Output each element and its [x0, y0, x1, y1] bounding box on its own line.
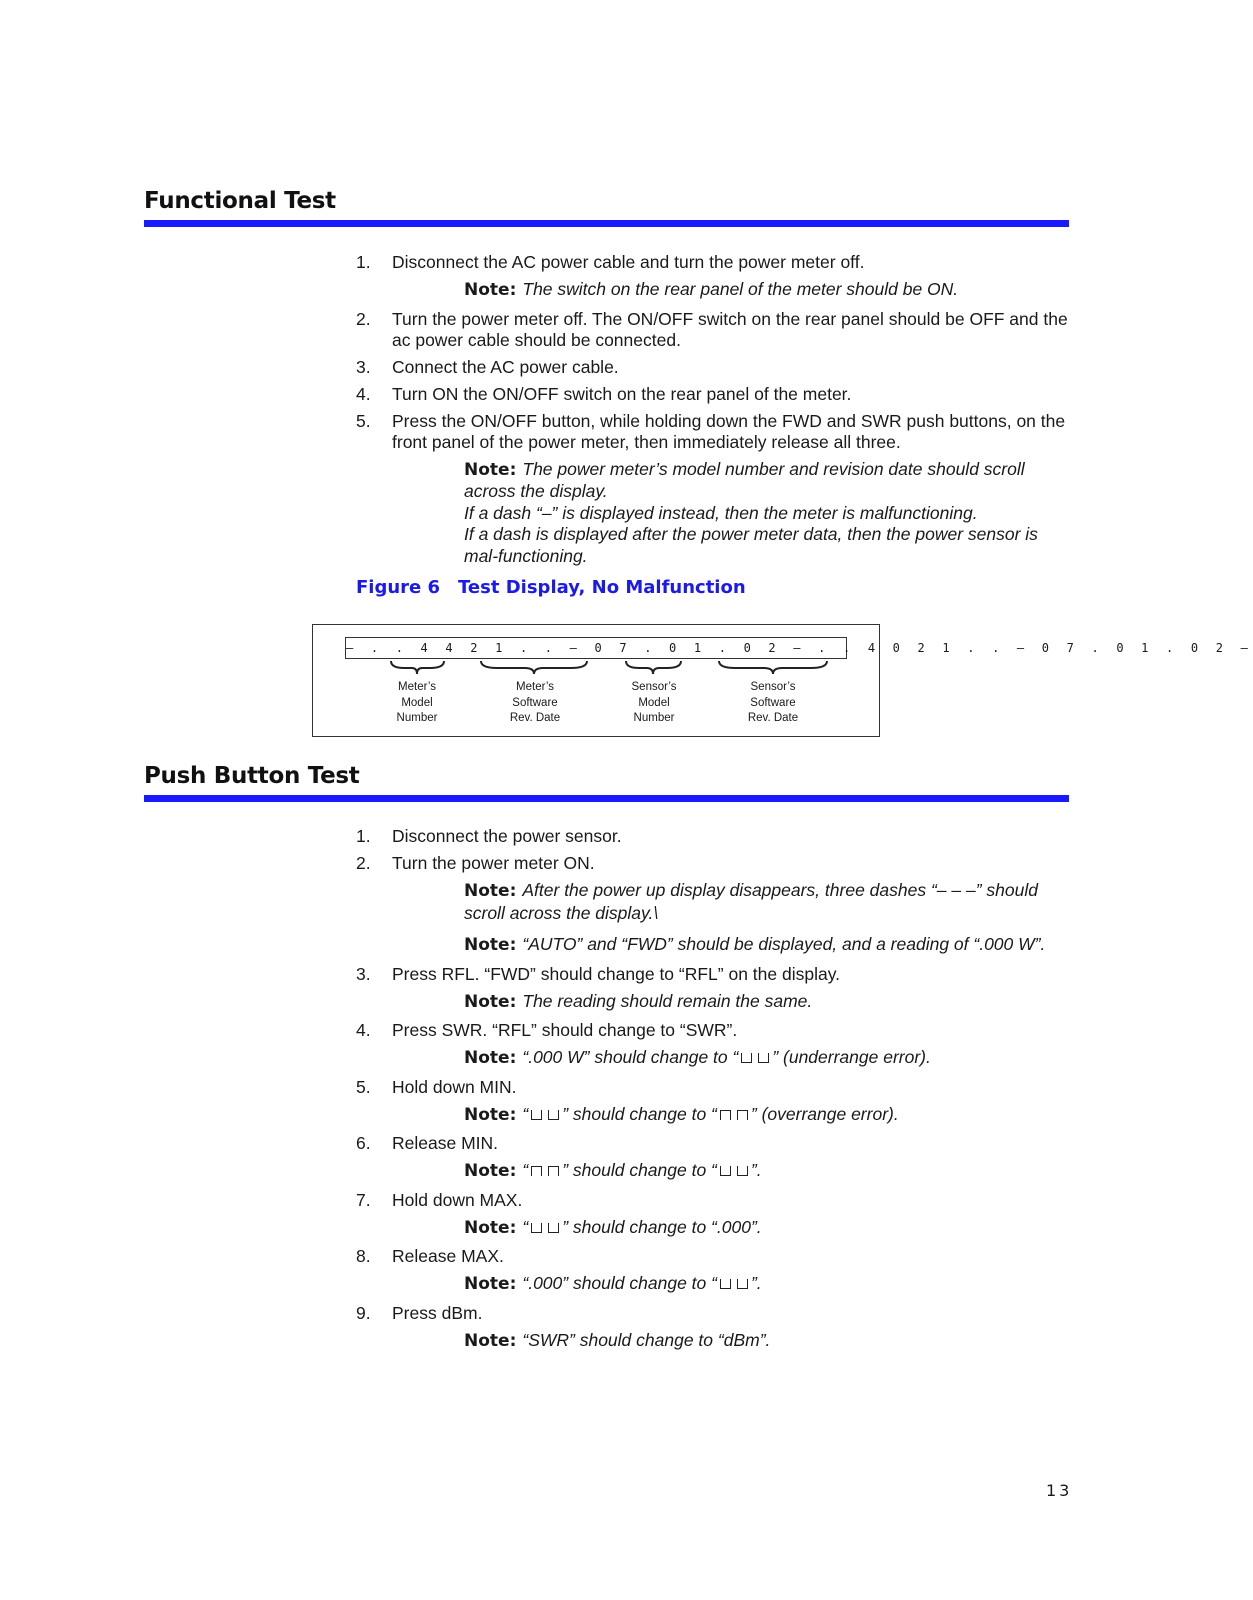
list-item	[356, 309, 1071, 351]
step-number: 8.	[356, 1246, 371, 1266]
note-label: Note:	[464, 991, 517, 1012]
brace-icon	[719, 661, 827, 674]
underrange-segment-icon	[531, 1110, 542, 1120]
figure-label-meter-model: Meter’s Model Number	[396, 681, 438, 724]
note-label: Note:	[464, 1274, 517, 1294]
step-text: Press dBm.	[392, 1302, 483, 1323]
note-text: The reading should remain the same.	[522, 990, 813, 1011]
figure-title: Test Display, No Malfunction	[458, 577, 746, 598]
step-number: 3.	[356, 356, 371, 377]
note: Note: “.000” should change to “ ”.	[464, 1273, 762, 1294]
test-display-figure	[312, 624, 1253, 737]
note	[464, 880, 1071, 924]
step-text: Press RFL. “FWD” should change to “RFL” on the display.	[392, 963, 841, 984]
overrange-segment-icon	[720, 1110, 731, 1120]
note-label: Note:	[464, 280, 517, 300]
figure-number: Figure 6	[356, 577, 441, 598]
underrange-segment-icon	[548, 1110, 559, 1120]
list-item	[356, 1133, 1071, 1154]
step-text: Hold down MAX.	[392, 1189, 523, 1210]
note-text: “AUTO” and “FWD” should be displayed, and a reading of “.000 W”.	[522, 934, 1046, 954]
step-text: Disconnect the AC power cable and turn the power meter off.	[392, 252, 865, 272]
step-number: 5.	[356, 410, 371, 431]
note-text: After the power up display disappears, three dashes “– – –” should scroll across the display.\	[464, 880, 1038, 923]
underrange-segment-icon	[737, 1279, 748, 1289]
figure-label-sensor-software: Sensor’s Software Rev. Date	[747, 681, 799, 724]
section-rule	[144, 795, 1069, 802]
note	[464, 934, 1071, 957]
page-number: 13	[1046, 1481, 1073, 1500]
step-number: 6.	[356, 1133, 371, 1153]
section-title-push-button-test: Push Button Test	[144, 763, 360, 789]
display-readout: – . . 4 4 2 1 . . – 0 7 . 0 1 . 0 2 – . . 4 0 2 1 . . – 0 7 . 0 1 . 0 2 –	[345, 637, 847, 659]
underrange-segment-icon	[737, 1166, 748, 1176]
underrange-segment-icon	[548, 1223, 559, 1233]
section-rule	[144, 220, 1069, 227]
underrange-segment-icon	[531, 1223, 542, 1233]
note-label: Note:	[464, 1104, 517, 1125]
figure-caption	[356, 577, 1071, 598]
note-label: Note:	[464, 1330, 517, 1351]
step-text: Release MAX.	[392, 1246, 504, 1266]
brace-icon	[626, 661, 681, 674]
underrange-segment-icon	[720, 1166, 731, 1176]
list-item	[356, 1303, 1071, 1324]
note-label: Note:	[464, 1048, 517, 1068]
step-text: Release MIN.	[392, 1133, 499, 1153]
list-item	[356, 384, 1071, 405]
note: Note: “.000 W” should change to “ ” (underrange error).	[464, 1047, 931, 1068]
note: Note: “ ” should change to “ ”.	[464, 1160, 762, 1181]
underrange-segment-icon	[741, 1053, 752, 1063]
note-label: Note:	[464, 459, 517, 480]
overrange-segment-icon	[737, 1110, 748, 1120]
list-item	[356, 1190, 1071, 1211]
step-number: 3.	[356, 963, 371, 984]
figure-label-sensor-model: Sensor’s Model Number	[631, 681, 677, 724]
overrange-segment-icon	[531, 1166, 542, 1176]
list-item	[356, 1020, 1071, 1041]
note	[464, 459, 1071, 568]
note-label: Note:	[464, 881, 517, 901]
brace-icon	[391, 661, 444, 674]
step-text: Turn the power meter ON.	[392, 853, 595, 873]
step-text: Disconnect the power sensor.	[392, 826, 622, 846]
note-label: Note:	[464, 935, 517, 955]
note-label: Note:	[464, 1161, 517, 1181]
note	[464, 279, 1071, 302]
step-number: 7.	[356, 1189, 371, 1210]
step-number: 9.	[356, 1302, 371, 1323]
brace-icon	[481, 661, 587, 674]
note-text: If a dash is displayed after the power meter data, then the power sensor is mal-functioning.	[464, 524, 1038, 566]
note: Note: “ ” should change to “ ” (overrange error).	[464, 1103, 899, 1125]
overrange-segment-icon	[548, 1166, 559, 1176]
functional-test-steps	[356, 252, 1071, 598]
step-text: Connect the AC power cable.	[392, 356, 619, 377]
note-text: If a dash “–” is displayed instead, then the meter is malfunctioning.	[464, 502, 978, 523]
note-text: The power meter’s model number and revision date should scroll across the display.	[464, 458, 1025, 501]
step-number: 4.	[356, 383, 371, 404]
note	[464, 991, 1071, 1014]
list-item	[356, 357, 1071, 378]
step-text: Hold down MIN.	[392, 1076, 517, 1097]
step-number: 2.	[356, 308, 371, 329]
brace-group	[313, 659, 879, 681]
list-item	[356, 1077, 1071, 1098]
step-text: Press SWR. “RFL” should change to “SWR”.	[392, 1020, 738, 1040]
step-text: Turn ON the ON/OFF switch on the rear panel of the meter.	[392, 383, 852, 404]
underrange-segment-icon	[720, 1279, 731, 1289]
list-item	[356, 411, 1071, 453]
step-number: 5.	[356, 1076, 371, 1097]
list-item	[356, 853, 1071, 874]
step-text: Turn the power meter off. The ON/OFF switch on the rear panel should be OFF and the ac power cable should be connected.	[392, 308, 1068, 350]
step-number: 4.	[356, 1020, 371, 1040]
underrange-segment-icon	[758, 1053, 769, 1063]
note-text: The switch on the rear panel of the meter should be ON.	[522, 279, 959, 299]
list-item	[356, 826, 1071, 847]
list-item	[356, 252, 1071, 273]
list-item	[356, 1246, 1071, 1267]
list-item	[356, 964, 1071, 985]
step-number: 2.	[356, 853, 371, 873]
note	[464, 1330, 1071, 1353]
note-label: Note:	[464, 1217, 517, 1238]
step-number: 1.	[356, 826, 371, 846]
note: Note: “ ” should change to “.000”.	[464, 1216, 762, 1238]
step-text: Press the ON/OFF button, while holding down the FWD and SWR push buttons, on the front panel of the power meter, then immediately release all three.	[392, 410, 1066, 452]
step-number: 1.	[356, 252, 371, 272]
section-title-functional-test: Functional Test	[144, 188, 336, 214]
note-text: “SWR” should change to “dBm”.	[522, 1329, 771, 1350]
push-button-test-steps	[356, 826, 1071, 1359]
figure-label-meter-software: Meter’s Software Rev. Date	[509, 681, 561, 724]
